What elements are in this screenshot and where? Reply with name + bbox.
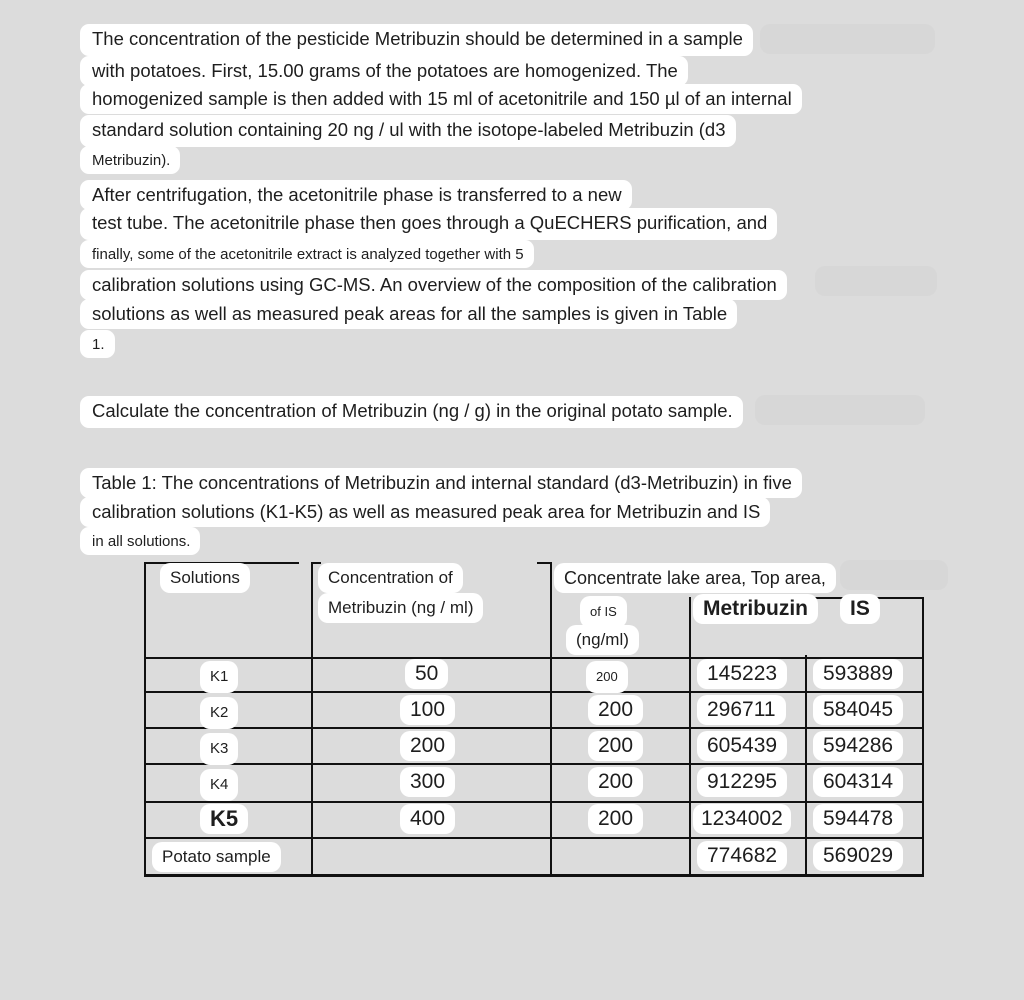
table-cell-is-concentration: 200	[588, 804, 643, 834]
header-peak-area: Concentrate lake area, Top area,	[554, 563, 836, 593]
header-solutions: Solutions	[160, 563, 250, 593]
table-cell-is-concentration: 200	[586, 661, 628, 693]
paragraph-2-line: solutions as well as measured peak areas for all the samples is given in Table	[80, 299, 737, 329]
table-cell-concentration: 200	[400, 731, 455, 761]
table-cell-is-area: 593889	[813, 659, 903, 689]
paragraph-2-line: finally, some of the acetonitrile extract is analyzed together with 5	[80, 240, 534, 268]
paragraph-2-line: After centrifugation, the acetonitrile phase is transferred to a new	[80, 180, 632, 210]
paragraph-2-line: 1.	[80, 330, 115, 358]
background-highlight	[840, 560, 948, 590]
table-row-solution: K5	[200, 804, 248, 834]
header-is-unit: (ng/ml)	[566, 625, 639, 655]
paragraph-1-line: standard solution containing 20 ng / ul with the isotope-labeled Metribuzin (d3	[80, 115, 736, 147]
table-cell-concentration: 400	[400, 804, 455, 834]
table-caption-line: Table 1: The concentrations of Metribuzin and internal standard (d3-Metribuzin) in five	[80, 468, 802, 498]
question-text: Calculate the concentration of Metribuzin (ng / g) in the original potato sample.	[80, 396, 743, 428]
table-caption-line: calibration solutions (K1-K5) as well as measured peak area for Metribuzin and IS	[80, 497, 770, 527]
header-is-concentration: of IS	[580, 596, 627, 628]
paragraph-1-line: homogenized sample is then added with 15 ml of acetonitrile and 150 µl of an internal	[80, 84, 802, 114]
background-highlight	[760, 24, 935, 54]
paragraph-2-line: test tube. The acetonitrile phase then goes through a QuECHERS purification, and	[80, 208, 777, 240]
paragraph-1-line: with potatoes. First, 15.00 grams of the potatoes are homogenized. The	[80, 56, 688, 86]
paragraph-1-line: Metribuzin).	[80, 146, 180, 174]
table-cell-is-area: 584045	[813, 695, 903, 725]
table-row-solution: K2	[200, 697, 238, 729]
table-cell-is-area: 569029	[813, 841, 903, 871]
table-cell-metribuzin-area: 145223	[697, 659, 787, 689]
paragraph-2-line: calibration solutions using GC-MS. An overview of the composition of the calibration	[80, 270, 787, 300]
table-row-solution: K1	[200, 661, 238, 693]
table-cell-concentration: 100	[400, 695, 455, 725]
table-cell-metribuzin-area: 1234002	[693, 804, 791, 834]
table-cell-metribuzin-area: 774682	[697, 841, 787, 871]
table-caption-line: in all solutions.	[80, 527, 200, 555]
table-cell-is-concentration: 200	[588, 695, 643, 725]
table-cell-is-concentration: 200	[588, 767, 643, 797]
table-cell-metribuzin-area: 605439	[697, 731, 787, 761]
table-cell-is-area: 604314	[813, 767, 903, 797]
header-concentration: Concentration of	[318, 563, 463, 593]
table-cell-is-area: 594286	[813, 731, 903, 761]
table-row-solution: K3	[200, 733, 238, 765]
paragraph-1-line: The concentration of the pesticide Metribuzin should be determined in a sample	[80, 24, 753, 56]
table-row-solution: K4	[200, 769, 238, 801]
background-highlight	[815, 266, 937, 296]
table-cell-is-concentration: 200	[588, 731, 643, 761]
header-is-area: IS	[840, 594, 880, 624]
table-row-solution: Potato sample	[152, 842, 281, 872]
background-highlight	[755, 395, 925, 425]
table-cell-metribuzin-area: 912295	[697, 767, 787, 797]
table-cell-is-area: 594478	[813, 804, 903, 834]
header-concentration-unit: Metribuzin (ng / ml)	[318, 593, 483, 623]
table-cell-metribuzin-area: 296711	[697, 695, 786, 725]
header-metribuzin-area: Metribuzin	[693, 594, 818, 624]
table-cell-concentration: 300	[400, 767, 455, 797]
table-cell-concentration: 50	[405, 659, 448, 689]
